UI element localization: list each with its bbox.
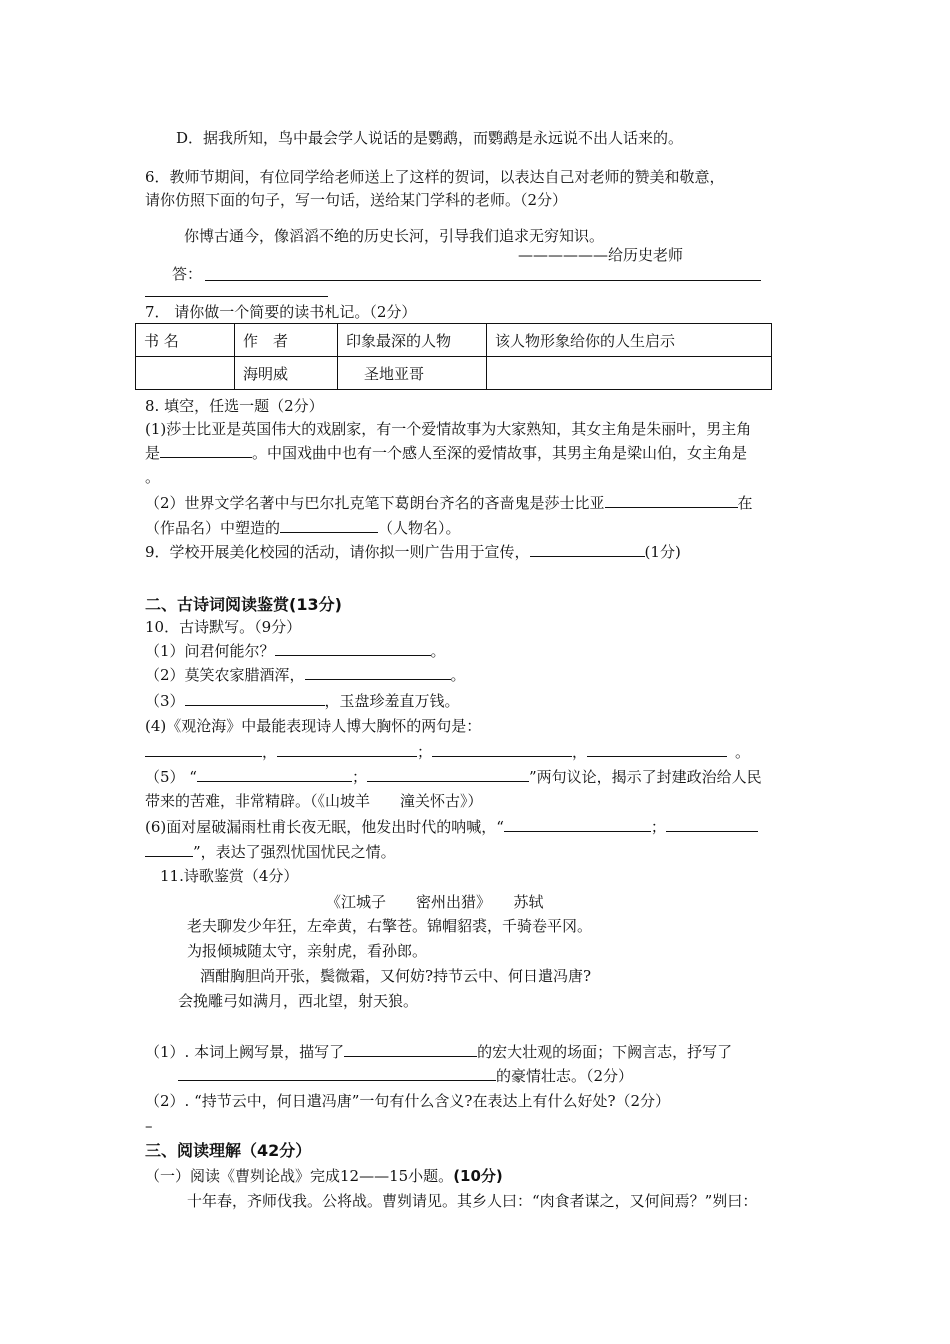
q8-2-line2 bbox=[145, 518, 461, 538]
q10-6-semicolon: ； bbox=[650, 818, 666, 836]
q10-2-suffix: 。 bbox=[450, 666, 466, 684]
q11-1-line2 bbox=[178, 1066, 633, 1086]
q11-1-suffix: 的宏大壮观的场面；下阙言志，抒写了 bbox=[477, 1043, 733, 1061]
section-3-heading: 三、阅读理解（42分） bbox=[145, 1141, 312, 1160]
table-header-row bbox=[136, 324, 772, 357]
q10-5-semicolon: ； bbox=[351, 768, 367, 786]
q8-2b-suffix: （人物名）。 bbox=[378, 519, 461, 537]
q10-4-blank-1[interactable] bbox=[145, 742, 262, 757]
q10-5-suffix: ”两句议论，揭示了封建政治给人民 bbox=[529, 768, 762, 786]
subsection-1-score: (10分) bbox=[453, 1167, 503, 1185]
q8-prompt: 8. 填空，任选一题（2分） bbox=[145, 397, 324, 415]
q6-answer-line-2[interactable] bbox=[145, 296, 328, 297]
q8-2-prefix: （2）世界文学名著中与巴尔扎克笔下葛朗台齐名的吝啬鬼是莎士比亚 bbox=[145, 494, 605, 512]
q10-6-blank-2-cont[interactable] bbox=[145, 842, 193, 857]
q10-6-blank-2[interactable] bbox=[666, 817, 758, 832]
q10-1-blank[interactable] bbox=[275, 641, 431, 656]
q10-4-comma-1: ， bbox=[262, 743, 278, 761]
q10-3-line bbox=[145, 691, 460, 711]
cell-inspiration[interactable] bbox=[487, 357, 772, 390]
q10-5-line2: 带来的苦难，非常精辟。（《山坡羊 潼关怀古》） bbox=[145, 792, 483, 810]
header-book-title: 书 名 bbox=[136, 324, 235, 357]
q10-5-prefix: （5） “ bbox=[145, 768, 197, 786]
q9-prefix: 9．学校开展美化校园的活动，请你拟一则广告用于宣传， bbox=[145, 543, 530, 561]
q8-2b-prefix: （作品名）中塑造的 bbox=[145, 519, 281, 537]
reading-notes-table bbox=[135, 323, 772, 390]
subsection-1-label: （一）阅读《曹刿论战》完成12——15小题。 bbox=[145, 1167, 454, 1185]
q8-2-blank-character[interactable] bbox=[280, 518, 378, 533]
poem-line-3: 酒酣胸胆尚开张，鬓微霜，又何妨?持节云中、何日遣冯唐? bbox=[200, 967, 592, 985]
q10-5-line1 bbox=[145, 767, 762, 787]
header-author: 作 者 bbox=[235, 324, 338, 357]
q10-6-suffix: ”，表达了强烈忧国忧民之情。 bbox=[193, 843, 396, 861]
q10-prompt: 10．古诗默写。（9分） bbox=[145, 618, 302, 636]
option-d: D．据我所知，鸟中最会学人说话的是鹦鹉，而鹦鹉是永远说不出人话来的。 bbox=[176, 129, 684, 147]
q10-1-suffix: 。 bbox=[430, 642, 446, 660]
q10-3-prefix: （3） bbox=[145, 692, 185, 710]
q10-6-line2 bbox=[145, 842, 396, 862]
q8-1-line3: 。 bbox=[145, 468, 161, 486]
stray-dash: – bbox=[145, 1117, 153, 1135]
q8-1-prefix: 是 bbox=[145, 444, 161, 462]
q11-1-prefix: （1）. 本词上阙写景，描写了 bbox=[145, 1043, 345, 1061]
q10-2-line bbox=[145, 665, 466, 685]
q7-prompt: 7． 请你做一个简要的读书札记。（2分） bbox=[145, 303, 417, 321]
q10-4-prompt: (4)《观沧海》中最能表现诗人博大胸怀的两句是： bbox=[145, 717, 482, 735]
q10-4-blank-3[interactable] bbox=[432, 742, 572, 757]
header-inspiration: 该人物形象给你的人生启示 bbox=[487, 324, 772, 357]
poem-line-2: 为报倾城随太守，亲射虎，看孙郎。 bbox=[187, 942, 428, 960]
q10-4-blank-2[interactable] bbox=[277, 742, 417, 757]
q6-example-signature: ——————给历史老师 bbox=[518, 246, 684, 264]
q10-5-blank-2[interactable] bbox=[367, 767, 529, 782]
q11-1-blank-2[interactable] bbox=[178, 1066, 496, 1081]
q11-1b-suffix: 的豪情壮志。（2分） bbox=[496, 1067, 634, 1085]
header-character: 印象最深的人物 bbox=[338, 324, 487, 357]
q10-4-answer-line bbox=[145, 742, 750, 762]
q8-1-blank-romeo[interactable] bbox=[160, 443, 252, 458]
q10-6-prefix: (6)面对屋破漏雨杜甫长夜无眠，他发出时代的呐喊，“ bbox=[145, 818, 504, 836]
poem-line-4: 会挽雕弓如满月，西北望，射天狼。 bbox=[178, 992, 419, 1010]
poem-title: 《江城子 密州出猎》 苏轼 bbox=[326, 893, 544, 911]
q11-1-line1 bbox=[145, 1042, 732, 1062]
q10-1-line bbox=[145, 641, 446, 661]
q10-5-blank-1[interactable] bbox=[197, 767, 352, 782]
q10-4-comma-2: ， bbox=[572, 743, 588, 761]
cell-book-title[interactable] bbox=[136, 357, 235, 390]
q6-example: 你博古通今，像滔滔不绝的历史长河，引导我们追求无穷知识。 bbox=[184, 227, 605, 245]
q10-4-period: 。 bbox=[735, 743, 751, 761]
q6-answer-line[interactable] bbox=[205, 280, 761, 281]
q10-2-blank[interactable] bbox=[305, 665, 451, 680]
q11-2-prompt: （2）. “持节云中，何日遣冯唐”一句有什么含义?在表达上有什么好处?（2分） bbox=[145, 1092, 671, 1110]
q8-2-blank-work[interactable] bbox=[605, 493, 738, 508]
q6-line1: 6．教师节期间，有位同学给老师送上了这样的贺词，以表达自己对老师的赞美和敬意， bbox=[145, 168, 725, 186]
section-2-heading: 二、古诗词阅读鉴赏(13分) bbox=[145, 595, 342, 614]
q6-answer-label: 答： bbox=[172, 265, 203, 283]
q11-1-blank-1[interactable] bbox=[344, 1042, 477, 1057]
q8-1-line2 bbox=[145, 443, 747, 463]
q8-2-suffix: 在 bbox=[737, 494, 753, 512]
table-row bbox=[136, 357, 772, 390]
q10-4-semicolon: ； bbox=[417, 743, 433, 761]
cell-character: 圣地亚哥 bbox=[338, 357, 487, 390]
q10-4-blank-4[interactable] bbox=[587, 742, 727, 757]
q9-blank-ad[interactable] bbox=[530, 542, 645, 557]
q10-3-suffix: ，玉盘珍羞直万钱。 bbox=[324, 692, 460, 710]
poem-line-1: 老夫聊发少年狂，左牵黄，右擎苍。锦帽貂裘，千骑卷平冈。 bbox=[187, 917, 593, 935]
cell-author: 海明威 bbox=[235, 357, 338, 390]
q10-6-line1 bbox=[145, 817, 758, 837]
passage-line-1: 十年春，齐师伐我。公将战。曹刿请见。其乡人曰：“肉食者谋之，又何间焉？”刿曰： bbox=[187, 1192, 758, 1210]
q10-3-blank[interactable] bbox=[185, 691, 325, 706]
q11-prompt: 11.诗歌鉴赏（4分） bbox=[160, 867, 299, 885]
q9-suffix: (1分) bbox=[644, 543, 681, 561]
q8-2-line1 bbox=[145, 493, 753, 513]
subsection-1-heading bbox=[145, 1166, 503, 1186]
q10-6-blank-1[interactable] bbox=[504, 817, 651, 832]
q10-1-prefix: （1）问君何能尔？ bbox=[145, 642, 275, 660]
q8-1-line1: (1)莎士比亚是英国伟大的戏剧家，有一个爱情故事为大家熟知，其女主角是朱丽叶，男主角 bbox=[145, 420, 752, 438]
q10-2-prefix: （2）莫笑农家腊酒浑， bbox=[145, 666, 305, 684]
q6-line2: 请你仿照下面的句子，写一句话，送给某门学科的老师。（2分） bbox=[145, 191, 568, 209]
q9-line bbox=[145, 542, 681, 562]
q8-1-suffix: 。中国戏曲中也有一个感人至深的爱情故事，其男主角是梁山伯，女主角是 bbox=[252, 444, 748, 462]
